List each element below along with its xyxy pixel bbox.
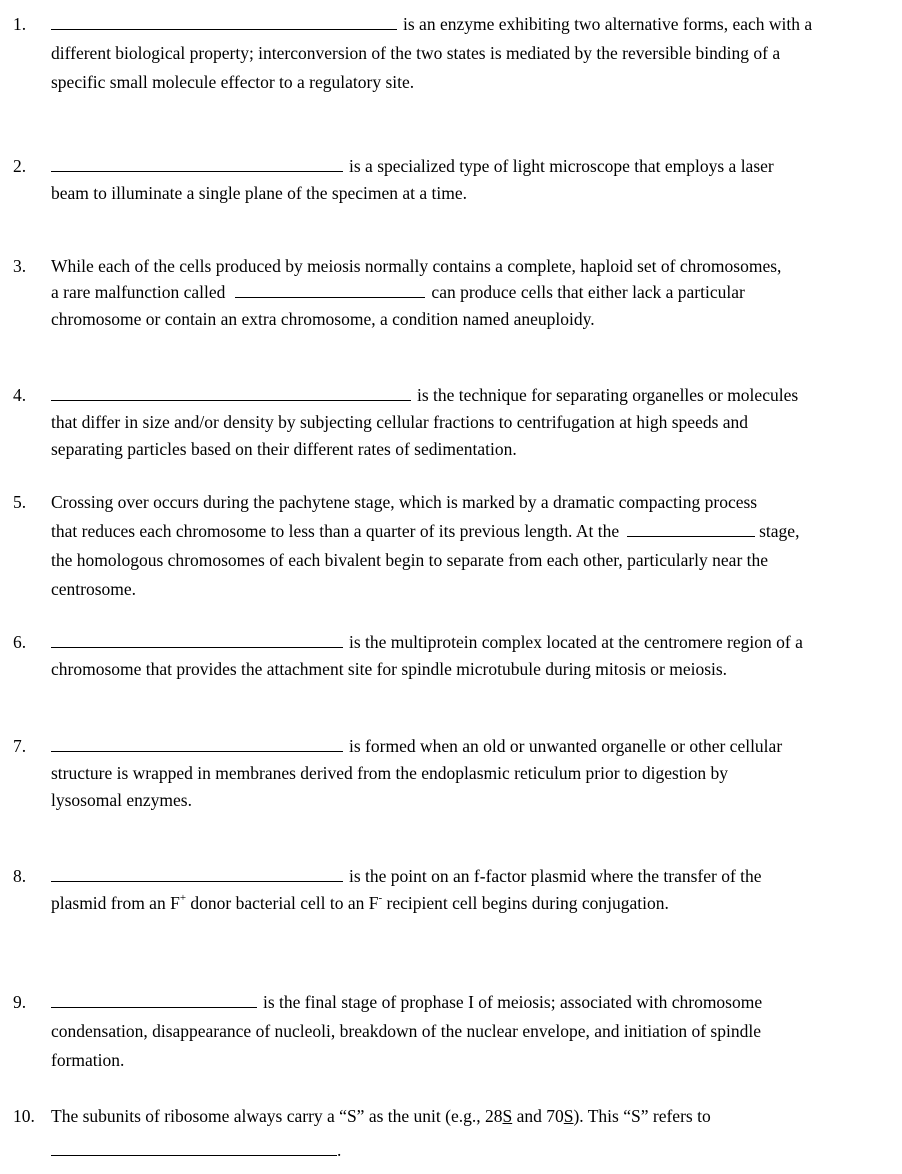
question-text: is the point on an f-factor plasmid where the transfer of the	[349, 866, 762, 886]
answer-blank-2[interactable]	[51, 170, 343, 172]
question-number: 1.	[13, 14, 27, 34]
question-text: ). This “S” refers to	[573, 1106, 711, 1126]
question-number: 6.	[13, 632, 27, 652]
question-text: specific small molecule effector to a regulatory site.	[51, 72, 415, 92]
question-text: different biological property; interconversion of the two states is mediated by the reversible binding of a	[51, 43, 781, 63]
question-text: is formed when an old or unwanted organelle or other cellular	[349, 736, 783, 756]
question-text: beam to illuminate a single plane of the specimen at a time.	[51, 183, 467, 203]
superscript-minus: -	[378, 892, 383, 905]
question-text: recipient cell begins during conjugation.	[382, 893, 669, 913]
question-text: donor bacterial cell to an F	[186, 893, 379, 913]
question-number: 8.	[13, 866, 27, 886]
question-text: structure is wrapped in membranes derived from the endoplasmic reticulum prior to digestion by	[51, 763, 728, 783]
question-text: chromosome or contain an extra chromosome, a condition named aneuploidy.	[51, 309, 595, 329]
question-text: lysosomal enzymes.	[51, 790, 192, 810]
answer-blank-10[interactable]	[51, 1154, 337, 1156]
question-text: is the multiprotein complex located at the centromere region of a	[349, 632, 803, 652]
question-text: chromosome that provides the attachment site for spindle microtubule during mitosis or meiosis.	[51, 659, 728, 679]
question-text: a rare malfunction called	[51, 282, 226, 302]
question-text: and 70	[512, 1106, 564, 1126]
answer-blank-5[interactable]	[627, 535, 755, 537]
answer-blank-1[interactable]	[51, 28, 397, 30]
question-text: The subunits of ribosome always carry a “S” as the unit (e.g., 28	[51, 1106, 503, 1126]
question-text: plasmid from an F	[51, 893, 180, 913]
question-text: can produce cells that either lack a particular	[431, 282, 745, 302]
question-text: formation.	[51, 1050, 125, 1070]
question-text: that reduces each chromosome to less than a quarter of its previous length. At the	[51, 521, 620, 541]
question-text: is a specialized type of light microscope that employs a laser	[349, 156, 774, 176]
question-text: condensation, disappearance of nucleoli, breakdown of the nuclear envelope, and initiation of spindle	[51, 1021, 761, 1041]
question-number: 10.	[13, 1106, 35, 1126]
unit-s: S	[563, 1106, 574, 1126]
question-text: is the final stage of prophase I of meiosis; associated with chromosome	[263, 992, 763, 1012]
unit-s: S	[502, 1106, 513, 1126]
question-number: 2.	[13, 156, 27, 176]
answer-blank-6[interactable]	[51, 646, 343, 648]
question-text: is an enzyme exhibiting two alternative forms, each with a	[403, 14, 813, 34]
question-number: 7.	[13, 736, 27, 756]
answer-blank-8[interactable]	[51, 880, 343, 882]
question-text: separating particles based on their different rates of sedimentation.	[51, 439, 517, 459]
answer-blank-7[interactable]	[51, 750, 343, 752]
question-number: 5.	[13, 492, 27, 512]
question-number: 9.	[13, 992, 27, 1012]
answer-blank-4[interactable]	[51, 399, 411, 401]
question-text: stage,	[759, 521, 800, 541]
superscript-plus: +	[179, 892, 187, 905]
question-number: 3.	[13, 256, 27, 276]
question-text: Crossing over occurs during the pachytene stage, which is marked by a dramatic compacting process	[51, 492, 758, 512]
question-text: While each of the cells produced by meiosis normally contains a complete, haploid set of chromosomes,	[51, 256, 782, 276]
question-number: 4.	[13, 385, 27, 405]
question-text: .	[337, 1140, 342, 1160]
question-text: the homologous chromosomes of each bivalent begin to separate from each other, particularly near the	[51, 550, 769, 570]
answer-blank-9[interactable]	[51, 1006, 257, 1008]
answer-blank-3[interactable]	[235, 296, 425, 298]
question-text: centrosome.	[51, 579, 137, 599]
question-text: that differ in size and/or density by subjecting cellular fractions to centrifugation at high speeds and	[51, 412, 749, 432]
question-text: is the technique for separating organelles or molecules	[417, 385, 799, 405]
